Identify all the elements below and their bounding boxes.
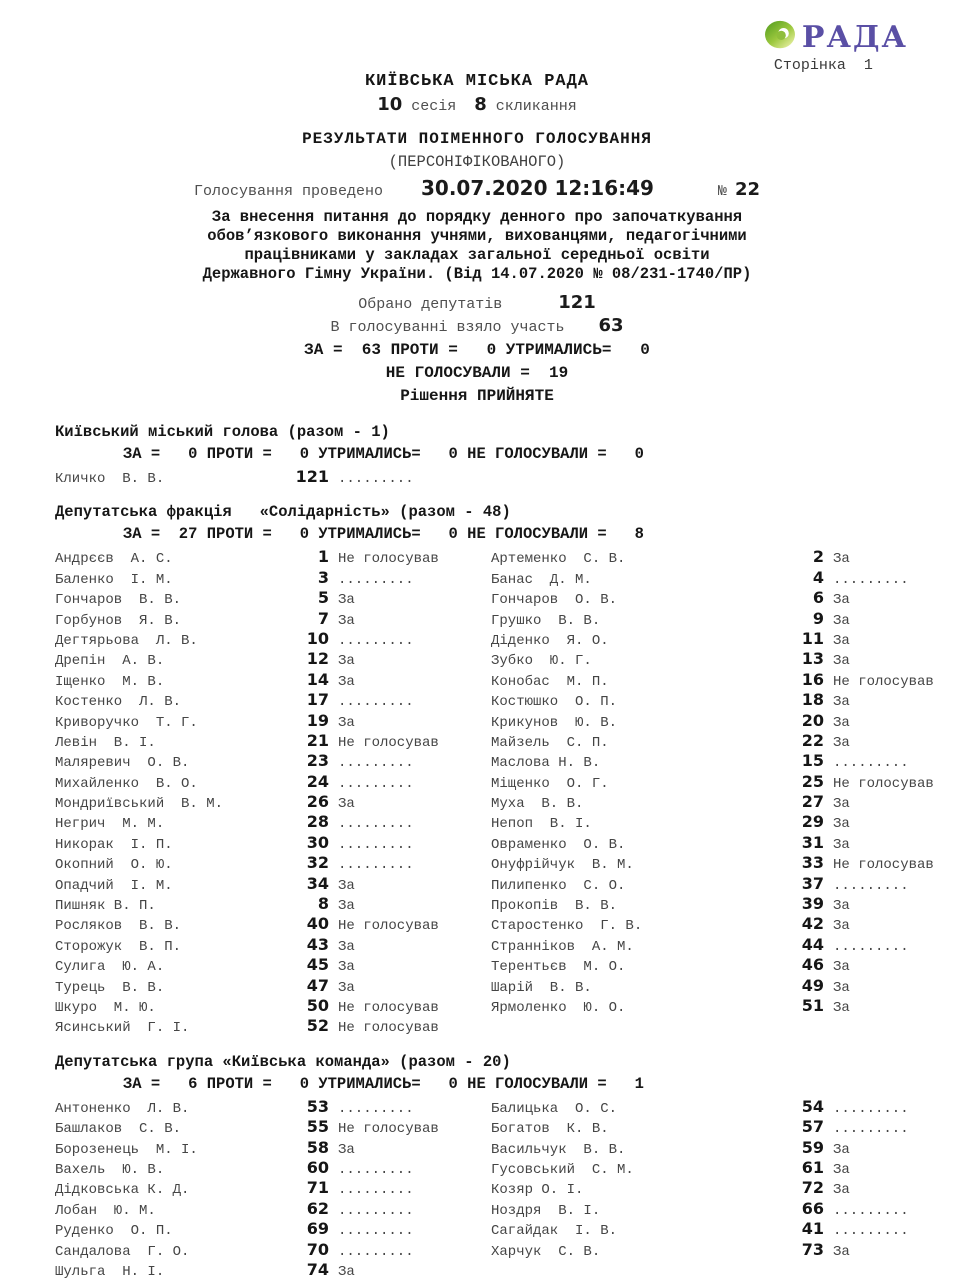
deputy-name: Артеменко С. В. [491,551,626,568]
vote-datetime: 30.07.2020 12:16:49 [420,176,654,200]
session-number: 10 [377,94,403,115]
deputy-number: 69 [306,1219,329,1239]
question-line: працівниками у закладах загальної середньої освіти [244,246,710,264]
deputy-vote: Не голосував [338,918,439,935]
deputy-number: 26 [306,792,329,812]
deputy-vote: За [833,694,850,711]
deputy-name: Негрич М. М. [55,816,165,833]
deputy-number: 32 [306,853,329,873]
deputy-name: Конобас М. П. [491,673,609,690]
deputy-name: Костюшко О. П. [491,694,618,711]
deputy-name: Дідковська К. Д. [55,1182,190,1199]
deputy-name: Никорак І. П. [55,836,173,853]
decision-line: Рішення ПРИЙНЯТЕ [400,387,554,405]
deputy-name: Банас Д. М. [491,571,592,588]
deputy-name: Зубко Ю. Г. [491,653,592,670]
deputy-name: Кличко В. В. [55,471,165,487]
deputy-vote: ......... [833,938,909,955]
deputy-number: 1 [317,547,329,567]
deputy-number: 66 [801,1198,824,1218]
member-row [55,1240,954,1260]
deputy-number: 5 [317,588,329,608]
deputy-name: Овраменко О. В. [491,836,626,853]
deputy-vote: ......... [338,1161,414,1178]
deputy-name: Маляревич О. В. [55,755,190,772]
deputy-number: 39 [801,894,824,914]
deputy-name: Дрепін А. В. [55,653,165,670]
deputy-number: 49 [801,975,824,995]
report-subtitle: (ПЕРСОНІФІКОВАНОГО) [388,153,566,171]
deputy-name: Сагайдак І. В. [491,1223,618,1240]
deputy-number: 51 [801,995,824,1015]
deputy-vote: ......... [338,1202,414,1219]
deputy-vote: ......... [338,571,414,588]
member-row [55,1199,954,1219]
deputy-number: 70 [306,1239,329,1259]
report-title: РЕЗУЛЬТАТИ ПОІМЕННОГО ГОЛОСУВАННЯ [302,130,652,148]
session-line [0,94,954,118]
deputy-number: 25 [801,771,824,791]
elected-label: Обрано депутатів [358,296,503,313]
deputy-vote: Не голосував [338,551,439,568]
deputy-name: Маслова Н. В. [491,755,601,772]
conducted-line [0,175,954,205]
deputy-vote: Не голосував [338,734,439,751]
rada-logo-block [764,20,908,74]
deputy-vote: Не голосував [833,775,934,792]
deputy-vote: ......... [833,877,909,894]
deputy-vote: За [338,898,355,915]
deputy-vote: За [338,1263,355,1280]
deputy-name: Мондриївський В. М. [55,796,224,813]
deputy-number: 34 [306,873,329,893]
participated-label: В голосуванні взяло участь [330,319,565,336]
deputy-name: Терентьєв М. О. [491,959,626,976]
deputy-number: 44 [801,934,824,954]
question-text [0,208,954,284]
org-title: КИЇВСЬКА МІСЬКА РАДА [364,72,590,91]
member-row [55,731,954,751]
deputy-vote: За [338,714,355,731]
deputy-number: 58 [306,1137,329,1157]
deputy-vote: За [833,551,850,568]
deputy-number: 59 [801,1137,824,1157]
deputy-vote: За [833,898,850,915]
deputy-number: 16 [801,669,824,689]
deputy-name: Опадчий І. М. [55,877,173,894]
deputy-vote: Не голосував [338,999,439,1016]
deputy-number: 18 [801,690,824,710]
member-row [55,751,954,771]
deputy-vote: ......... [338,1243,414,1260]
member-rows [55,467,954,487]
deputy-vote: За [833,816,850,833]
deputy-number: 12 [306,649,329,669]
vote-number: 22 [734,179,761,200]
deputy-name: Горбунов Я. В. [55,612,182,629]
deputy-name: Пишняк В. П. [55,898,156,915]
member-row [55,792,954,812]
member-row [55,833,954,853]
deputy-vote: ......... [338,816,414,833]
deputy-number: 33 [801,853,824,873]
deputy-number: 7 [317,608,329,628]
member-row [55,1138,954,1158]
deputy-vote: ......... [338,1182,414,1199]
deputy-number: 73 [801,1239,824,1259]
member-row [55,874,954,894]
deputy-number: 23 [306,751,329,771]
deputy-number: 19 [306,710,329,730]
deputy-vote: За [833,999,850,1016]
deputy-name: Старостенко Г. В. [491,918,643,935]
deputy-number: 45 [306,955,329,975]
deputy-vote: За [833,796,850,813]
member-row [55,711,954,731]
deputy-vote: За [338,938,355,955]
deputy-number: 27 [801,792,824,812]
deputy-vote: За [338,1141,355,1158]
deputy-vote: ......... [833,1202,909,1219]
deputy-number: 55 [306,1117,329,1137]
deputy-name: Богатов К. В. [491,1121,609,1138]
deputy-name: Муха В. В. [491,796,584,813]
deputy-vote: ......... [833,1223,909,1240]
deputy-vote: За [833,836,850,853]
deputy-name: Странніков А. М. [491,938,634,955]
deputy-name: Балицька О. С. [491,1100,618,1117]
member-row [55,547,954,567]
deputy-vote: За [833,592,850,609]
deputy-name: Прокопів В. В. [491,898,618,915]
member-row [55,1260,954,1280]
deputy-vote: За [338,796,355,813]
deputy-vote: ......... [833,755,909,772]
deputy-vote: За [833,653,850,670]
deputy-number: 40 [306,914,329,934]
member-row [55,629,954,649]
deputy-vote: Не голосував [338,1020,439,1037]
deputy-vote: За [833,734,850,751]
deputy-name: Окопний О. Ю. [55,857,173,874]
deputy-vote: За [833,1141,850,1158]
deputy-number: 29 [801,812,824,832]
deputy-number: 41 [801,1219,824,1239]
deputy-vote: ......... [338,775,414,792]
question-line: обов’язкового виконання учнями, вихованцями, педагогічними [207,227,747,245]
deputy-vote: За [833,612,850,629]
deputy-number: 42 [801,914,824,934]
deputy-number: 13 [801,649,824,669]
deputy-vote: За [338,979,355,996]
rada-logo [764,20,908,55]
deputy-vote: ......... [833,1121,909,1138]
deputy-number: 8 [317,894,329,914]
deputy-number: 3 [317,567,329,587]
deputy-number: 72 [801,1178,824,1198]
deputy-vote: ......... [338,1100,414,1117]
deputy-name: Пилипенко С. О. [491,877,626,894]
deputy-number: 17 [306,690,329,710]
rada-swirl-icon [764,20,796,55]
deputy-number: 57 [801,1117,824,1137]
deputy-vote: За [833,1161,850,1178]
deputy-vote: ......... [338,471,414,487]
member-row [55,1016,954,1036]
deputy-number: 21 [306,730,329,750]
deputy-name: Васильчук В. В. [491,1141,626,1158]
deputy-name: Андрєєв А. С. [55,551,173,568]
member-row [55,568,954,588]
deputy-name: Костенко Л. В. [55,694,182,711]
question-line: За внесення питання до порядку денного про започаткування [211,208,743,226]
deputy-number: 54 [801,1096,824,1116]
member-row [55,690,954,710]
session-word: сесія [402,98,475,115]
question-line: Державного Гімну України. (Від 14.07.2020 № 08/231-1740/ПР) [202,265,752,283]
deputy-number: 14 [306,669,329,689]
member-row [55,976,954,996]
deputy-name: Турець В. В. [55,979,165,996]
deputy-name: Гончаров О. В. [491,592,618,609]
deputy-vote: ......... [338,1223,414,1240]
member-row [55,914,954,934]
deputy-name: Шарій В. В. [491,979,592,996]
deputy-vote: За [833,979,850,996]
deputy-vote: За [338,612,355,629]
deputy-name: Росляков В. В. [55,918,182,935]
deputy-number: 52 [306,1016,329,1036]
deputy-number: 43 [306,934,329,954]
deputy-number: 4 [812,567,824,587]
deputy-number: 53 [306,1096,329,1116]
deputy-name: Борозенець М. І. [55,1141,198,1158]
deputy-vote: ......... [338,836,414,853]
member-row [55,955,954,975]
deputy-name: Гончаров В. В. [55,592,182,609]
deputy-name: Сторожук В. П. [55,938,182,955]
deputy-name: Михайленко В. О. [55,775,198,792]
member-row [55,609,954,629]
deputy-number: 11 [801,628,824,648]
section-stats: ЗА = 0 ПРОТИ = 0 УТРИМАЛИСЬ= 0 НЕ ГОЛОСУВАЛИ = 0 [123,445,644,463]
deputy-number: 30 [306,832,329,852]
deputy-name: Харчук С. В. [491,1243,601,1260]
section-title: Київський міський голова (разом - 1) [55,423,390,441]
vote-section [0,502,954,1036]
deputy-name: Крикунов Ю. В. [491,714,618,731]
deputy-name: Левін В. І. [55,734,156,751]
vote-sections [0,422,954,1280]
deputy-vote: За [338,592,355,609]
deputy-name: Гусовський С. М. [491,1161,634,1178]
deputy-number: 2 [812,547,824,567]
deputy-name: Руденко О. П. [55,1223,173,1240]
deputy-name: Непоп В. І. [491,816,592,833]
rada-brand-text: РАДА [801,19,908,55]
member-row [55,894,954,914]
deputy-number: 121 [295,467,329,486]
elected-line [0,292,954,315]
deputy-vote: За [338,673,355,690]
conducted-label: Голосування проведено [193,183,383,200]
deputy-number: 22 [801,730,824,750]
deputy-vote: За [833,1243,850,1260]
member-row [55,935,954,955]
deputy-name: Шкуро М. Ю. [55,999,156,1016]
deputy-name: Лобан Ю. М. [55,1202,156,1219]
deputy-number: 28 [306,812,329,832]
member-row [55,467,954,487]
deputy-name: Іщенко М. В. [55,673,165,690]
deputy-vote: ......... [338,857,414,874]
member-row [55,1117,954,1137]
elected-count: 121 [558,292,596,313]
deputy-name: Шульга Н. І. [55,1263,165,1280]
deputy-name: Сандалова Г. О. [55,1243,190,1260]
deputy-name: Башлаков С. В. [55,1121,182,1138]
deputy-name: Ноздря В. І. [491,1202,601,1219]
member-row [55,1158,954,1178]
deputy-vote: ......... [338,755,414,772]
deputy-name: Діденко Я. О. [491,632,609,649]
member-row [55,670,954,690]
member-row [55,996,954,1016]
deputy-number: 9 [812,608,824,628]
number-sign: № [717,183,727,200]
deputy-number: 74 [306,1259,329,1279]
deputy-vote: Не голосував [833,673,934,690]
deputy-vote: ......... [833,1100,909,1117]
deputy-number: 62 [306,1198,329,1218]
member-row [55,812,954,832]
member-row [55,772,954,792]
deputy-name: Антоненко Л. В. [55,1100,190,1117]
totals-line: ЗА = 63 ПРОТИ = 0 УТРИМАЛИСЬ= 0 [304,341,650,359]
section-title: Депутатська фракція «Солідарність» (разом - 48) [55,503,511,522]
deputy-vote: Не голосував [338,1121,439,1138]
member-row [55,853,954,873]
member-row [55,588,954,608]
member-row [55,1178,954,1198]
page-number-label: Сторінка 1 [773,57,873,74]
deputy-name: Грушко В. В. [491,612,601,629]
deputy-name: Ясинський Г. І. [55,1020,190,1037]
deputy-name: Козяр О. І. [491,1182,584,1199]
deputy-vote: За [833,959,850,976]
deputy-vote: Не голосував [833,857,934,874]
deputy-name: Дегтярьова Л. В. [55,632,198,649]
deputy-number: 31 [801,832,824,852]
deputy-name: Криворучко Т. Г. [55,714,198,731]
member-row [55,1219,954,1239]
participated-count: 63 [598,315,624,336]
deputy-vote: За [833,714,850,731]
convocation-word: скликання [486,98,577,115]
deputy-number: 10 [306,628,329,648]
convocation-number: 8 [474,94,487,115]
deputy-vote: За [833,632,850,649]
participated-line [0,315,954,338]
section-stats: ЗА = 6 ПРОТИ = 0 УТРИМАЛИСЬ= 0 НЕ ГОЛОСУВАЛИ = 1 [123,1074,644,1093]
deputy-number: 24 [306,771,329,791]
not-voted-line: НЕ ГОЛОСУВАЛИ = 19 [385,364,569,382]
deputy-vote: За [833,1182,850,1199]
member-row [55,649,954,669]
deputy-number: 50 [306,995,329,1015]
deputy-vote: За [338,959,355,976]
deputy-vote: За [338,877,355,894]
deputy-number: 61 [801,1157,824,1177]
deputy-number: 71 [306,1178,329,1198]
deputy-vote: ......... [338,632,414,649]
deputy-number: 47 [306,975,329,995]
deputy-vote: ......... [833,571,909,588]
section-title: Депутатська група «Київська команда» (разом - 20) [55,1052,511,1071]
deputy-number: 6 [812,588,824,608]
member-rows [55,547,954,1036]
deputy-vote: ......... [338,694,414,711]
deputy-name: Ярмоленко Ю. О. [491,999,626,1016]
deputy-vote: За [833,918,850,935]
deputy-number: 60 [306,1157,329,1177]
deputy-vote: За [338,653,355,670]
deputy-name: Майзель С. П. [491,734,609,751]
deputy-number: 46 [801,955,824,975]
deputy-name: Баленко І. М. [55,571,173,588]
member-rows [55,1097,954,1280]
section-stats: ЗА = 27 ПРОТИ = 0 УТРИМАЛИСЬ= 0 НЕ ГОЛОСУВАЛИ = 8 [123,525,644,544]
deputy-number: 15 [801,751,824,771]
deputy-number: 20 [801,710,824,730]
deputy-name: Міщенко О. Г. [491,775,609,792]
vote-section [0,422,954,487]
vote-section [0,1052,954,1280]
deputy-name: Сулига Ю. А. [55,959,165,976]
deputy-name: Вахель Ю. В. [55,1161,165,1178]
deputy-number: 37 [801,873,824,893]
member-row [55,1097,954,1117]
deputy-name: Онуфрійчук В. М. [491,857,634,874]
